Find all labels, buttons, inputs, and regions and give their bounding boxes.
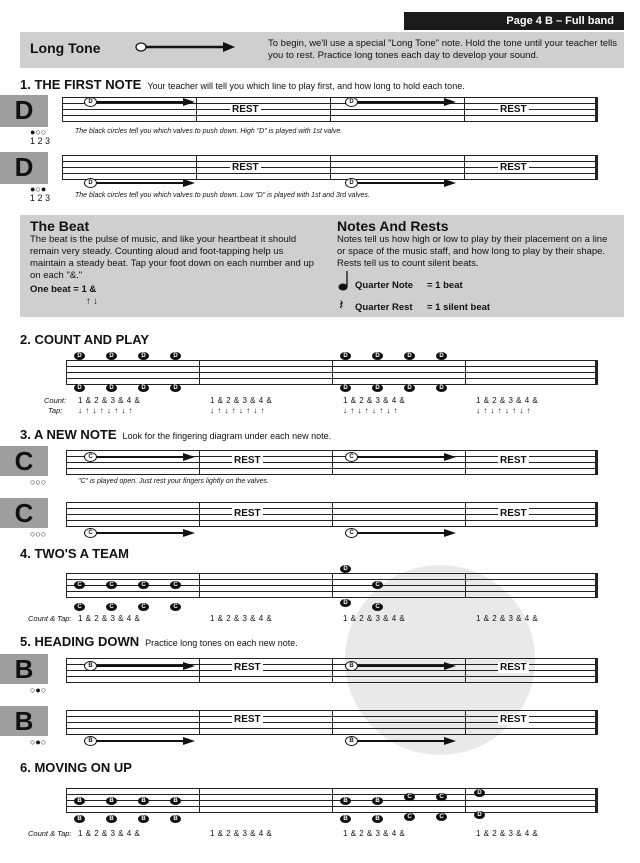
valve-diagram-d-high: ●○○ 1 2 3: [30, 127, 51, 146]
section-5-heading: [20, 634, 298, 649]
note-c: C: [345, 452, 358, 462]
staff-2: [66, 360, 598, 384]
note-c: C: [372, 603, 383, 611]
note-b: B: [84, 736, 97, 746]
note-b: B: [340, 797, 351, 805]
note-d: D: [340, 599, 351, 607]
tap-row: ↓ ↑ ↓ ↑ ↓ ↑ ↓ ↑: [210, 406, 266, 415]
long-tone-arrow-icon: [97, 737, 197, 745]
note-c-open: "C" is played open. Just rest your fingers lightly on the valves.: [78, 478, 269, 485]
count-row: 1 & 2 & 3 & 4 &: [343, 396, 406, 405]
note-d: D: [106, 352, 117, 360]
quarter-rest-label: Quarter Rest: [355, 302, 413, 313]
note-c: C: [74, 603, 85, 611]
note-b: B: [74, 797, 85, 805]
rest-label: REST: [234, 662, 261, 673]
rest-label: REST: [500, 104, 527, 115]
long-tone-arrow-icon: [97, 98, 197, 106]
count-row: 1 & 2 & 3 & 4 &: [476, 614, 539, 623]
note-c: C: [170, 603, 181, 611]
note-b: B: [345, 736, 358, 746]
note-c: C: [372, 581, 383, 589]
section-6-title: 6. MOVING ON UP: [20, 760, 132, 775]
rest-label: REST: [500, 508, 527, 519]
note-d: D: [404, 352, 415, 360]
count-row: 1 & 2 & 3 & 4 &: [210, 396, 273, 405]
note-d: D: [372, 352, 383, 360]
letter-c: C: [14, 446, 34, 476]
count-tap-label: Count & Tap:: [28, 829, 72, 838]
quarter-note-icon: [338, 270, 350, 292]
note-d: D: [84, 178, 97, 188]
note-d: D: [340, 384, 351, 392]
tap-row: ↓ ↑ ↓ ↑ ↓ ↑ ↓ ↑: [476, 406, 532, 415]
note-high-d: The black circles tell you which valves to push down. High "D" is played with 1st valve.: [75, 128, 343, 135]
note-d: D: [404, 384, 415, 392]
note-c: C: [436, 793, 447, 801]
section-2-title: 2. COUNT AND PLAY: [20, 332, 150, 347]
rest-label: REST: [232, 104, 259, 115]
note-d: D: [106, 384, 117, 392]
note-b: B: [170, 815, 181, 823]
rest-label: REST: [500, 455, 527, 466]
letter-d-low: D: [14, 152, 34, 182]
long-tone-arrow-icon: [358, 737, 458, 745]
note-d: D: [84, 97, 97, 107]
page-header: Page 4 B – Full band: [404, 12, 624, 30]
note-d: D: [345, 178, 358, 188]
long-tone-arrow-icon: [358, 453, 458, 461]
note-d: D: [138, 352, 149, 360]
count-label: Count:: [44, 396, 67, 405]
note-c: C: [106, 603, 117, 611]
note-b: B: [106, 797, 117, 805]
note-c: C: [436, 813, 447, 821]
section-5-desc: Practice long tones on each new note.: [145, 638, 298, 648]
note-d: D: [436, 384, 447, 392]
note-d: D: [170, 384, 181, 392]
rest-label: REST: [234, 714, 261, 725]
letter-d-high: D: [14, 95, 34, 125]
note-d: D: [340, 565, 351, 573]
long-tone-arrow-icon: [358, 662, 458, 670]
note-low-d: The black circles tell you which valves to push down. Low "D" is played with 1st and 3rd valves.: [75, 192, 370, 199]
long-tone-text: To begin, we'll use a special "Long Tone" note. Hold the tone until your teacher tells you to rest. Practice long tones each day to develop your sound.: [268, 38, 618, 61]
long-tone-arrow-icon: [358, 179, 458, 187]
notes-rests-title: Notes And Rests: [337, 218, 449, 234]
beat-title: The Beat: [30, 218, 90, 234]
beat-text: The beat is the pulse of music, and like your heartbeat it should remain very steady. Counting aloud and foot-tapping help us maintain a steady beat. Tap your foot down on each number and up on each "&.": [30, 234, 314, 281]
count-row: 1 & 2 & 3 & 4 &: [343, 614, 406, 623]
count-row: 1 & 2 & 3 & 4 &: [78, 829, 141, 838]
note-c: C: [138, 603, 149, 611]
note-d: D: [138, 384, 149, 392]
note-c: C: [138, 581, 149, 589]
section-1-desc: Your teacher will tell you which line to play first, and how long to hold each tone.: [147, 81, 465, 91]
rest-label: REST: [232, 162, 259, 173]
beat-arrows: ↑ ↓: [86, 296, 99, 307]
letter-b: B: [14, 654, 34, 684]
valve-numbers: 1 2 3: [30, 136, 51, 146]
section-5-title: 5. HEADING DOWN: [20, 634, 140, 649]
note-c: C: [404, 813, 415, 821]
section-1-heading: [20, 77, 465, 92]
count-tap-label: Count & Tap:: [28, 614, 72, 623]
tap-label: Tap:: [48, 406, 63, 415]
rest-label: REST: [500, 162, 527, 173]
section-4-title: 4. TWO'S A TEAM: [20, 546, 130, 561]
note-d: D: [170, 352, 181, 360]
note-d: D: [340, 352, 351, 360]
long-tone-arrow-icon: [97, 453, 197, 461]
note-d: D: [345, 97, 358, 107]
rest-label: REST: [234, 455, 261, 466]
note-c: C: [84, 452, 97, 462]
note-c: C: [74, 581, 85, 589]
note-b: B: [138, 797, 149, 805]
section-3-title: 3. A NEW NOTE: [20, 427, 117, 442]
count-row: 1 & 2 & 3 & 4 &: [78, 396, 141, 405]
tap-row: ↓ ↑ ↓ ↑ ↓ ↑ ↓ ↑: [343, 406, 399, 415]
note-d: D: [436, 352, 447, 360]
note-b: B: [84, 661, 97, 671]
valve-diagram-b: ○●○: [30, 685, 47, 695]
count-row: 1 & 2 & 3 & 4 &: [78, 614, 141, 623]
note-b: B: [170, 797, 181, 805]
note-b: B: [340, 815, 351, 823]
count-row: 1 & 2 & 3 & 4 &: [476, 396, 539, 405]
notes-rests-text: Notes tell us how high or low to play by their placement on a line or space of the music staff, and how long to play by their shape. Rests tell us to count silent beats.: [337, 234, 608, 269]
quarter-note-label: Quarter Note: [355, 280, 414, 291]
long-tone-arrow-icon: [135, 41, 235, 53]
tap-row: ↓ ↑ ↓ ↑ ↓ ↑ ↓ ↑: [78, 406, 134, 415]
count-row: 1 & 2 & 3 & 4 &: [476, 829, 539, 838]
count-row: 1 & 2 & 3 & 4 &: [210, 829, 273, 838]
valve-diagram-c: ○○○: [30, 529, 47, 539]
long-tone-arrow-icon: [97, 529, 197, 537]
rest-label: REST: [500, 714, 527, 725]
note-b: B: [138, 815, 149, 823]
quarter-note-value: = 1 beat: [427, 280, 463, 291]
note-c: C: [404, 793, 415, 801]
note-b: B: [372, 815, 383, 823]
note-d: D: [372, 384, 383, 392]
letter-c: C: [14, 498, 34, 528]
valve-numbers: 1 2 3: [30, 193, 51, 203]
valve-diagram-c: ○○○: [30, 477, 47, 487]
section-1-title: 1. THE FIRST NOTE: [20, 77, 142, 92]
note-d: D: [74, 352, 85, 360]
count-row: 1 & 2 & 3 & 4 &: [343, 829, 406, 838]
one-beat-label: One beat = 1 &: [30, 284, 97, 295]
long-tone-arrow-icon: [97, 662, 197, 670]
letter-b: B: [14, 706, 34, 736]
valve-diagram-d-low: ●○● 1 2 3: [30, 184, 51, 203]
note-c: C: [84, 528, 97, 538]
rest-label: REST: [234, 508, 261, 519]
note-c: C: [345, 528, 358, 538]
valve-diagram-b: ○●○: [30, 737, 47, 747]
note-d: D: [74, 384, 85, 392]
note-d: D: [474, 811, 485, 819]
long-tone-arrow-icon: [97, 179, 197, 187]
long-tone-title: Long Tone: [30, 40, 101, 56]
note-c: C: [106, 581, 117, 589]
note-b: B: [106, 815, 117, 823]
rest-label: REST: [500, 662, 527, 673]
note-d: D: [474, 789, 485, 797]
quarter-rest-icon: 𝄽: [339, 297, 344, 314]
note-c: C: [170, 581, 181, 589]
quarter-rest-value: = 1 silent beat: [427, 302, 491, 313]
section-3-desc: Look for the fingering diagram under each new note.: [122, 431, 332, 441]
count-row: 1 & 2 & 3 & 4 &: [210, 614, 273, 623]
section-3-heading: [20, 427, 331, 442]
note-b: B: [345, 661, 358, 671]
long-tone-arrow-icon: [358, 98, 458, 106]
long-tone-arrow-icon: [358, 529, 458, 537]
note-b: B: [74, 815, 85, 823]
note-b: B: [372, 797, 383, 805]
